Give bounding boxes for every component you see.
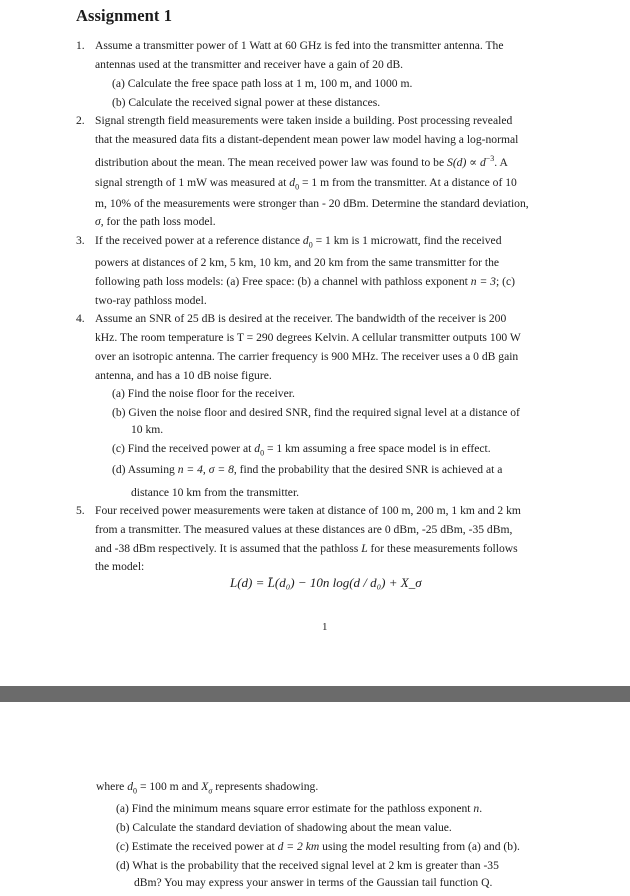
document-page-2 <box>0 702 630 896</box>
q4-part-d-line-1 <box>112 463 502 476</box>
q3-line-3-text: following path loss models: (a) Free space: (b) a channel with pathloss exponent <box>95 275 468 288</box>
q4-part-d-params: n = 4, σ = 8 <box>177 463 234 476</box>
symbol-X-sub: σ <box>208 786 213 796</box>
page-title: Assignment 1 <box>76 6 173 25</box>
symbol-d0: d <box>302 234 309 247</box>
q1-line-2: antennas used at the transmitter and receiver have a gain of 20 dB. <box>95 58 404 71</box>
q5-number: 5. <box>76 504 85 517</box>
q1-number: 1. <box>76 39 85 52</box>
q1-line-1: Assume a transmitter power of 1 Watt at 60 GHz is fed into the transmitter antenna. The <box>95 39 504 52</box>
q2-line-5: m, 10% of the measurements were stronger than - 20 dBm. Determine the standard deviation, <box>95 197 529 210</box>
q5-part-b: (b) Calculate the standard deviation of shadowing about the mean value. <box>116 821 452 834</box>
q4-part-c-text: (c) Find the received power at <box>112 442 252 455</box>
q5-line-1: Four received power measurements were taken at distance of 100 m, 200 m, 1 km and 2 km <box>95 504 521 517</box>
q5-part-a: (a) Find the minimum means square error estimate for the pathloss exponent n. <box>116 802 483 815</box>
q2-line-3-end: . A <box>494 155 508 169</box>
q3-line-1-end: = 1 km is 1 microwatt, find the received <box>315 234 502 247</box>
q3-line-1 <box>95 234 502 251</box>
q2-line-3 <box>95 152 508 169</box>
q5-part-c-text: (c) Estimate the received power at <box>116 840 275 853</box>
pathloss-exponent-value: n = 3 <box>470 275 496 288</box>
q2-line-2: that the measured data fits a distant-dependent mean power law model having a log-normal <box>95 133 519 146</box>
symbol-d0: d <box>289 176 296 189</box>
q4-part-a: (a) Find the noise floor for the receiver. <box>112 387 295 400</box>
symbol-sigma: σ <box>95 215 101 228</box>
pathloss-formula: L(d) = L̄(d₀) − 10n log(d / d₀) + X_σ <box>230 575 422 590</box>
q1-part-a: (a) Calculate the free space path loss at 1 m, 100 m, and 1000 m. <box>112 77 413 90</box>
q5-part-c-distance: d = 2 km <box>277 840 320 853</box>
q4-part-c <box>112 442 491 459</box>
q4-line-3: over an isotropic antenna. The carrier frequency is 900 MHz. The receiver uses a 0 dB gain <box>95 350 519 363</box>
where-end: represents shadowing. <box>215 780 319 793</box>
symbol-L: L <box>361 542 368 555</box>
q5-part-a-text: (a) Find the minimum means square error estimate for the pathloss exponent <box>116 802 471 815</box>
power-law-expression: S(d) ∝ d <box>447 155 486 169</box>
q3-number: 3. <box>76 234 85 247</box>
q5-line-3 <box>95 542 518 555</box>
q5-part-d-line-1: (d) What is the probability that the received signal level at 2 km is greater than -35 <box>116 859 499 872</box>
symbol-n: n <box>473 802 480 815</box>
q5-line-3-end: for these measurements follows <box>370 542 518 555</box>
where-value: = 100 m and <box>139 780 199 793</box>
symbol-d0: d <box>254 442 261 455</box>
q2-line-6 <box>95 215 216 228</box>
q4-number: 4. <box>76 312 85 325</box>
q2-line-3-text: distribution about the mean. The mean received power law was found to be <box>95 155 445 169</box>
q2-line-4-text: signal strength of 1 mW was measured at <box>95 176 287 189</box>
q5-line-2: from a transmitter. The measured values at these distances are 0 dBm, -25 dBm, -35 dBm, <box>95 523 513 536</box>
power-law-exponent: −3 <box>485 154 495 163</box>
symbol-d0-sub: 0 <box>308 240 313 250</box>
page-break <box>0 686 630 702</box>
q4-part-b-line-2: 10 km. <box>131 423 164 436</box>
symbol-X: X <box>201 780 209 793</box>
q5-part-c <box>116 840 520 853</box>
q4-part-d-end: , find the probability that the desired SNR is achieved at a <box>233 463 503 476</box>
q2-number: 2. <box>76 114 85 127</box>
q3-line-4: two-ray pathloss model. <box>95 294 207 307</box>
q2-line-6-text: , for the path loss model. <box>100 215 216 228</box>
q1-part-b: (b) Calculate the received signal power at these distances. <box>112 96 381 109</box>
q4-part-b-line-1: (b) Given the noise floor and desired SNR, find the required signal level at a distance of <box>112 406 520 419</box>
q4-line-2: kHz. The room temperature is T = 290 degrees Kelvin. A cellular transmitter outputs 100 W <box>95 331 521 344</box>
q2-line-4-end: = 1 m from the transmitter. At a distance of 10 <box>301 176 517 189</box>
q4-line-4: antenna, and has a 10 dB noise figure. <box>95 369 272 382</box>
q4-line-1: Assume an SNR of 25 dB is desired at the receiver. The bandwidth of the receiver is 200 <box>95 312 507 325</box>
symbol-d0: d <box>127 780 134 793</box>
q4-part-c-end: = 1 km assuming a free space model is in effect. <box>267 442 491 455</box>
q5-line-4: the model: <box>95 560 145 573</box>
page-number: 1 <box>322 621 328 633</box>
q3-line-3 <box>95 275 515 288</box>
q3-line-3-end: ; (c) <box>495 275 515 288</box>
q4-part-d-line-2: distance 10 km from the transmitter. <box>131 486 300 499</box>
q2-line-1: Signal strength field measurements were taken inside a building. Post processing revealed <box>95 114 513 127</box>
q5-part-d-line-2: dBm? You may express your answer in terms of the Gaussian tail function Q. <box>134 876 493 889</box>
symbol-d0-sub: 0 <box>260 448 265 458</box>
q3-line-2: powers at distances of 2 km, 5 km, 10 km, and 20 km from the same transmitter for the <box>95 256 500 269</box>
q5-part-c-end: using the model resulting from (a) and (b). <box>322 840 520 853</box>
symbol-d0-sub: 0 <box>295 182 300 192</box>
q4-part-d-text: (d) Assuming <box>112 463 175 476</box>
symbol-d0-sub: 0 <box>133 786 138 796</box>
q5-line-3-text: and -38 dBm respectively. It is assumed that the pathloss <box>95 542 359 555</box>
q5-where-line <box>96 780 318 797</box>
q2-line-4 <box>95 176 517 193</box>
where-text: where <box>96 780 125 793</box>
q3-line-1-text: If the received power at a reference distance <box>95 234 301 247</box>
